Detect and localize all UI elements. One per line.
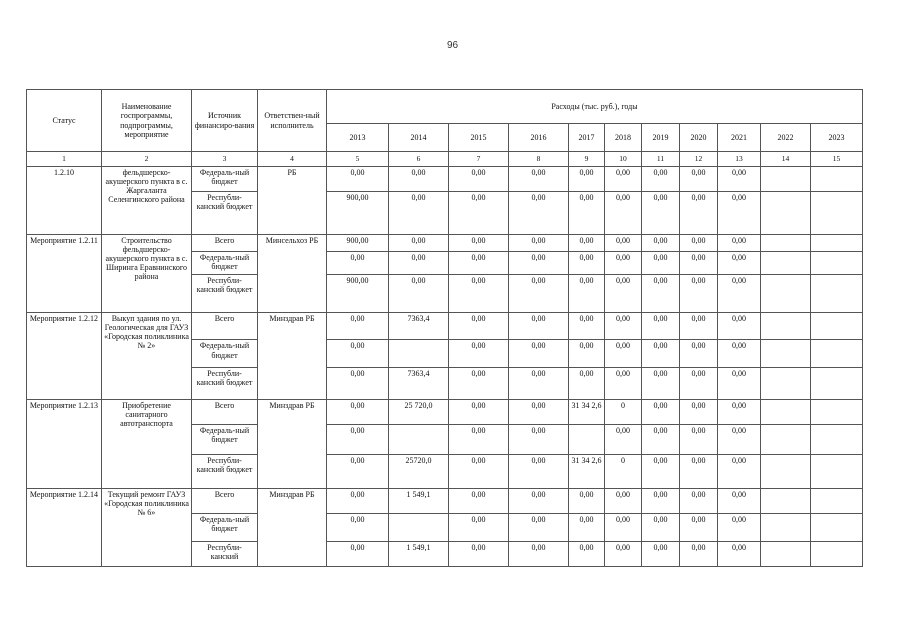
source-cell: Федераль-ный бюджет: [192, 251, 258, 274]
source-cell: Всего: [192, 234, 258, 251]
value-cell: 0,00: [718, 166, 761, 191]
value-cell: 0,00: [569, 251, 605, 274]
column-number: 6: [389, 152, 449, 167]
value-cell: 0,00: [569, 488, 605, 513]
value-cell: 0,00: [389, 251, 449, 274]
value-cell: 0,00: [718, 367, 761, 399]
header-year: 2017: [569, 124, 605, 152]
value-cell: 0,00: [509, 454, 569, 488]
value-cell: [569, 425, 605, 455]
value-cell: 0,00: [509, 312, 569, 340]
value-cell: [811, 541, 863, 566]
value-cell: 0,00: [509, 251, 569, 274]
value-cell: 0,00: [718, 488, 761, 513]
status-cell: Мероприятие 1.2.14: [27, 488, 102, 566]
value-cell: 0,00: [680, 340, 718, 368]
header-year: 2020: [680, 124, 718, 152]
value-cell: 0,00: [605, 234, 642, 251]
value-cell: [761, 514, 811, 542]
value-cell: 0,00: [389, 192, 449, 234]
source-cell: Республи-канский бюджет: [192, 367, 258, 399]
value-cell: 0,00: [327, 425, 389, 455]
value-cell: 0,00: [509, 541, 569, 566]
value-cell: 0,00: [718, 340, 761, 368]
value-cell: 31 34 2,6: [569, 454, 605, 488]
value-cell: 0,00: [449, 425, 509, 455]
column-number: 10: [605, 152, 642, 167]
value-cell: 1 549,1: [389, 488, 449, 513]
value-cell: 0,00: [680, 234, 718, 251]
value-cell: 0,00: [509, 192, 569, 234]
value-cell: [761, 454, 811, 488]
value-cell: 0,00: [327, 367, 389, 399]
value-cell: 0,00: [642, 274, 680, 312]
value-cell: 0,00: [642, 488, 680, 513]
value-cell: 0,00: [642, 514, 680, 542]
value-cell: 0: [605, 454, 642, 488]
name-cell: фельдшерско-акушерского пункта в с. Жаргаланта Селенгинского района: [102, 166, 192, 234]
value-cell: 0,00: [509, 425, 569, 455]
value-cell: 0,00: [605, 367, 642, 399]
value-cell: [761, 251, 811, 274]
table-row: [27, 312, 863, 340]
header-year: 2018: [605, 124, 642, 152]
value-cell: 0,00: [718, 514, 761, 542]
value-cell: 0,00: [569, 166, 605, 191]
value-cell: 25720,0: [389, 454, 449, 488]
value-cell: 0,00: [449, 367, 509, 399]
value-cell: 0,00: [642, 399, 680, 424]
value-cell: 0,00: [449, 166, 509, 191]
value-cell: 0,00: [509, 514, 569, 542]
source-cell: Федераль-ный бюджет: [192, 340, 258, 368]
value-cell: 31 34 2,6: [569, 399, 605, 424]
value-cell: 0,00: [605, 340, 642, 368]
value-cell: 0,00: [642, 425, 680, 455]
value-cell: 0,00: [569, 234, 605, 251]
value-cell: [761, 234, 811, 251]
source-cell: Республи-канский: [192, 541, 258, 566]
value-cell: [389, 425, 449, 455]
column-number: 9: [569, 152, 605, 167]
header-year: 2016: [509, 124, 569, 152]
value-cell: 0,00: [449, 312, 509, 340]
value-cell: 0,00: [569, 274, 605, 312]
value-cell: 0,00: [680, 251, 718, 274]
value-cell: 0,00: [680, 425, 718, 455]
name-cell: Приобретение санитарного автотранспорта: [102, 399, 192, 488]
value-cell: [811, 234, 863, 251]
value-cell: 900,00: [327, 274, 389, 312]
value-cell: 900,00: [327, 192, 389, 234]
status-cell: Мероприятие 1.2.13: [27, 399, 102, 488]
column-number: 3: [192, 152, 258, 167]
value-cell: 0,00: [642, 312, 680, 340]
column-number: 7: [449, 152, 509, 167]
source-cell: Республи-канский бюджет: [192, 192, 258, 234]
value-cell: 0,00: [642, 251, 680, 274]
value-cell: 0,00: [605, 251, 642, 274]
value-cell: 0,00: [389, 234, 449, 251]
status-cell: 1.2.10: [27, 166, 102, 234]
column-number: 11: [642, 152, 680, 167]
value-cell: 0,00: [605, 166, 642, 191]
value-cell: 0,00: [509, 274, 569, 312]
value-cell: 0,00: [718, 251, 761, 274]
value-cell: 0,00: [449, 234, 509, 251]
source-cell: Федераль-ный бюджет: [192, 425, 258, 455]
value-cell: 0,00: [327, 399, 389, 424]
name-cell: Выкуп здания по ул. Геологическая для ГАУЗ «Городская поликлиника № 2»: [102, 312, 192, 399]
value-cell: [761, 367, 811, 399]
status-cell: Мероприятие 1.2.12: [27, 312, 102, 399]
value-cell: [811, 340, 863, 368]
executor-cell: Минздрав РБ: [258, 399, 327, 488]
source-cell: Всего: [192, 312, 258, 340]
value-cell: [811, 166, 863, 191]
value-cell: 0,00: [327, 541, 389, 566]
value-cell: 0,00: [327, 312, 389, 340]
value-cell: [811, 312, 863, 340]
column-number: 14: [761, 152, 811, 167]
table-row: [27, 399, 863, 424]
value-cell: 0,00: [449, 399, 509, 424]
header-year: 2013: [327, 124, 389, 152]
value-cell: 0,00: [569, 367, 605, 399]
column-number: 8: [509, 152, 569, 167]
source-cell: Всего: [192, 399, 258, 424]
value-cell: [811, 399, 863, 424]
value-cell: 0,00: [449, 340, 509, 368]
value-cell: 0,00: [680, 514, 718, 542]
expenses-table: [26, 89, 863, 567]
value-cell: 0,00: [718, 234, 761, 251]
column-number: 5: [327, 152, 389, 167]
value-cell: 0,00: [569, 541, 605, 566]
page-number: 96: [446, 40, 459, 51]
source-cell: Всего: [192, 488, 258, 513]
value-cell: 900,00: [327, 234, 389, 251]
value-cell: 0,00: [509, 367, 569, 399]
value-cell: 7363,4: [389, 312, 449, 340]
executor-cell: Минсельхоз РБ: [258, 234, 327, 312]
value-cell: [761, 166, 811, 191]
value-cell: 0,00: [327, 166, 389, 191]
value-cell: [761, 192, 811, 234]
header-year: 2015: [449, 124, 509, 152]
value-cell: 0,00: [680, 166, 718, 191]
value-cell: 0,00: [680, 274, 718, 312]
column-number: 4: [258, 152, 327, 167]
column-number: 13: [718, 152, 761, 167]
value-cell: 25 720,0: [389, 399, 449, 424]
header-year: 2022: [761, 124, 811, 152]
value-cell: 0,00: [509, 166, 569, 191]
source-cell: Федераль-ный бюджет: [192, 166, 258, 191]
header-executor: Ответствен-ный исполнитель: [258, 90, 327, 152]
header-year: 2014: [389, 124, 449, 152]
value-cell: [761, 488, 811, 513]
value-cell: 0,00: [389, 166, 449, 191]
value-cell: 0,00: [449, 192, 509, 234]
value-cell: 1 549,1: [389, 541, 449, 566]
value-cell: 0,00: [569, 312, 605, 340]
value-cell: 0,00: [449, 454, 509, 488]
name-cell: Текущий ремонт ГАУЗ «Городская поликлиника № 6»: [102, 488, 192, 566]
value-cell: 0,00: [449, 514, 509, 542]
header-source: Источник финансиро-вания: [192, 90, 258, 152]
header-expenses: Расходы (тыс. руб.), годы: [327, 90, 863, 124]
source-cell: Республи-канский бюджет: [192, 274, 258, 312]
value-cell: 0,00: [642, 234, 680, 251]
value-cell: 0,00: [680, 488, 718, 513]
name-cell: Строительство фельдшерско-акушерского пункта в с. Ширинга Еравнинского района: [102, 234, 192, 312]
executor-cell: РБ: [258, 166, 327, 234]
value-cell: 0,00: [680, 541, 718, 566]
value-cell: 0,00: [680, 399, 718, 424]
value-cell: 0,00: [680, 192, 718, 234]
header-status: Статус: [27, 90, 102, 152]
value-cell: 0,00: [509, 488, 569, 513]
header-year: 2023: [811, 124, 863, 152]
column-number: 12: [680, 152, 718, 167]
column-number: 1: [27, 152, 102, 167]
value-cell: [389, 514, 449, 542]
table-row: [27, 166, 863, 191]
value-cell: 0,00: [327, 488, 389, 513]
value-cell: 0,00: [605, 514, 642, 542]
value-cell: 0,00: [718, 192, 761, 234]
value-cell: 0,00: [718, 454, 761, 488]
value-cell: [811, 192, 863, 234]
value-cell: 0,00: [680, 367, 718, 399]
header-name: Наименование госпрограммы, подпрограммы, мероприятие: [102, 90, 192, 152]
executor-cell: Минздрав РБ: [258, 312, 327, 399]
value-cell: [811, 488, 863, 513]
source-cell: Федераль-ный бюджет: [192, 514, 258, 542]
value-cell: [811, 425, 863, 455]
value-cell: [761, 541, 811, 566]
value-cell: 0,00: [569, 340, 605, 368]
value-cell: 0,00: [449, 541, 509, 566]
value-cell: 0,00: [718, 399, 761, 424]
value-cell: 0,00: [569, 192, 605, 234]
value-cell: [761, 274, 811, 312]
value-cell: [811, 454, 863, 488]
value-cell: 0,00: [605, 312, 642, 340]
table-row: [27, 234, 863, 251]
value-cell: 0,00: [642, 367, 680, 399]
value-cell: [811, 274, 863, 312]
value-cell: [761, 340, 811, 368]
value-cell: 0,00: [389, 274, 449, 312]
value-cell: [389, 340, 449, 368]
value-cell: 0,00: [449, 488, 509, 513]
value-cell: 0,00: [327, 454, 389, 488]
value-cell: [811, 251, 863, 274]
value-cell: 0,00: [605, 274, 642, 312]
source-cell: Республи-канский бюджет: [192, 454, 258, 488]
value-cell: [761, 399, 811, 424]
value-cell: 0,00: [642, 541, 680, 566]
column-number: 2: [102, 152, 192, 167]
value-cell: 0,00: [569, 514, 605, 542]
value-cell: 0,00: [327, 251, 389, 274]
value-cell: 0,00: [642, 166, 680, 191]
value-cell: 0,00: [509, 340, 569, 368]
value-cell: 0,00: [680, 454, 718, 488]
value-cell: 0,00: [509, 234, 569, 251]
value-cell: 0,00: [680, 312, 718, 340]
value-cell: [761, 425, 811, 455]
executor-cell: Минздрав РБ: [258, 488, 327, 566]
table-row: [27, 488, 863, 513]
value-cell: [811, 367, 863, 399]
value-cell: [761, 312, 811, 340]
value-cell: [811, 514, 863, 542]
value-cell: 0,00: [718, 425, 761, 455]
value-cell: 0,00: [449, 251, 509, 274]
value-cell: 0: [605, 399, 642, 424]
value-cell: 0,00: [605, 425, 642, 455]
value-cell: 0,00: [509, 399, 569, 424]
value-cell: 0,00: [605, 541, 642, 566]
value-cell: 0,00: [718, 541, 761, 566]
value-cell: 0,00: [605, 488, 642, 513]
value-cell: 0,00: [718, 312, 761, 340]
header-year: 2021: [718, 124, 761, 152]
value-cell: 0,00: [642, 454, 680, 488]
value-cell: 0,00: [642, 192, 680, 234]
header-year: 2019: [642, 124, 680, 152]
value-cell: 0,00: [642, 340, 680, 368]
value-cell: 0,00: [449, 274, 509, 312]
value-cell: 0,00: [605, 192, 642, 234]
column-number: 15: [811, 152, 863, 167]
value-cell: 0,00: [327, 340, 389, 368]
value-cell: 7363,4: [389, 367, 449, 399]
status-cell: Мероприятие 1.2.11: [27, 234, 102, 312]
value-cell: 0,00: [327, 514, 389, 542]
value-cell: 0,00: [718, 274, 761, 312]
